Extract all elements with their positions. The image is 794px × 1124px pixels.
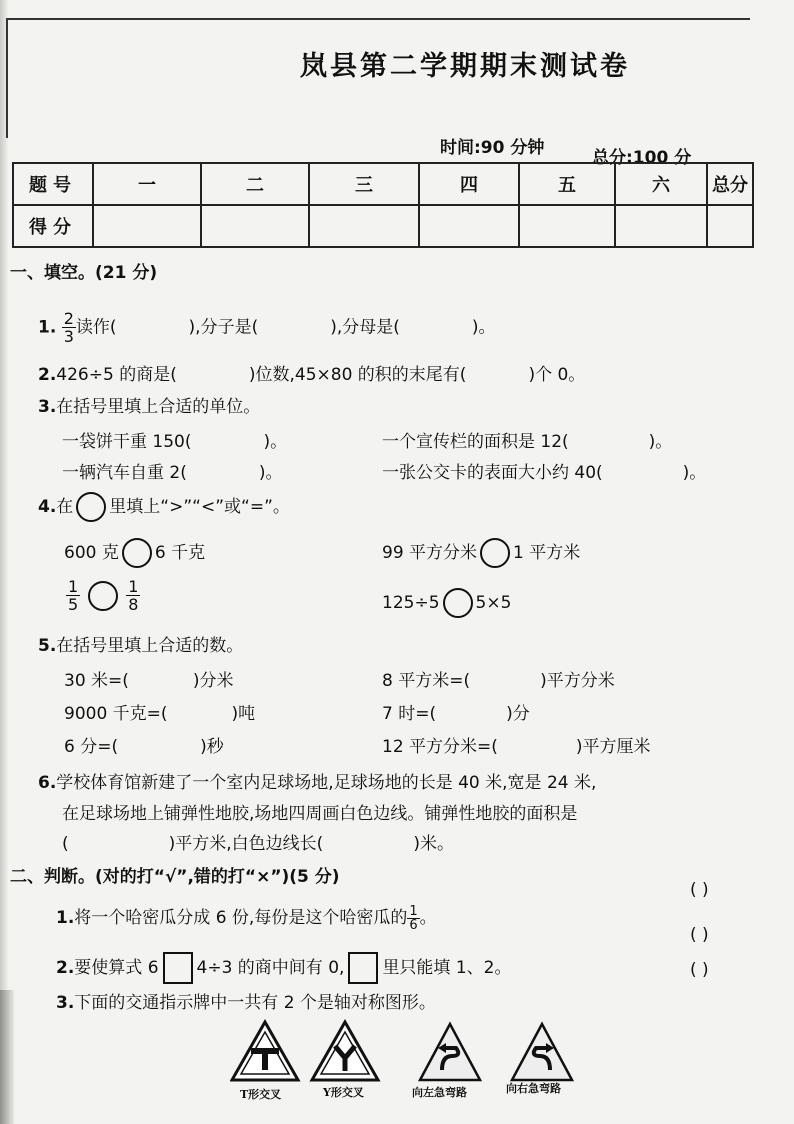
q-text: 在括号里填上合适的单位。 [56,397,261,417]
fraction-denominator: 5 [68,595,79,614]
question-1-1 [38,310,496,345]
question-1-5f [382,732,651,757]
q-text: )平方米,白色边线长( [168,834,324,854]
question-2-1 [56,903,437,932]
section-1-heading: 一、填空。(21 分) [10,263,158,283]
compare-circle-input[interactable] [122,538,152,568]
fraction-one-fifth [66,578,80,613]
column-header-6: 六 [615,163,707,205]
question-1-3c [62,458,283,483]
q-text: )。 [648,432,673,452]
sign-caption-right-curve: 向右急弯路 [506,1082,561,1095]
score-cell-6[interactable] [615,205,707,247]
question-number: 3. [38,397,57,417]
page-title: 岚县第二学期期末测试卷 [300,51,630,82]
q-text: ),分子是( [188,317,259,338]
score-table [12,162,754,248]
q-text: 。 [419,908,437,928]
fraction-one-sixth [407,905,419,932]
q-text: ),分母是( [330,317,400,338]
question-1-6-line3 [62,829,454,854]
q-text: 125÷5 [382,593,440,613]
q-text: 5×5 [475,593,512,613]
score-cell-3[interactable] [309,205,419,247]
q-text: 一个宣传栏的面积是 12( [382,432,569,452]
q-text: )平方分米 [540,671,615,691]
fraction-one-eighth [126,578,140,613]
compare-circle-input[interactable] [88,581,118,611]
q-text: )分米 [192,671,234,691]
question-number: 2. [38,365,57,385]
q-text: 一袋饼干重 150( [62,432,192,452]
fraction-denominator: 3 [63,327,74,346]
score-cell-1[interactable] [93,205,201,247]
column-header-total: 总分 [707,163,753,205]
q-text: 7 时=( [382,704,437,724]
q-text: 426÷5 的商是( [56,365,177,385]
q-text: )。 [263,432,288,452]
judge-answer-3[interactable]: ( ) [690,960,709,980]
question-1-3b [382,427,672,452]
q-text: 将一个哈密瓜分成 6 份,每份是这个哈密瓜的 [74,908,408,928]
question-1-2 [38,360,585,385]
column-header-2: 二 [201,163,309,205]
sharp-left-curve-sign-icon [420,1024,480,1080]
q-text: 里填上“>”“<”或“=”。 [109,497,290,517]
q-text: )秒 [200,737,224,757]
q-text: 9000 千克=( [64,704,168,724]
q-text: )分 [506,704,530,724]
sign-caption-y: Y形交叉 [323,1086,364,1099]
t-junction-sign-icon [232,1022,298,1080]
score-cell-total[interactable] [707,205,753,247]
q-text: 12 平方分米=( [382,737,498,757]
fraction-numerator: 1 [409,903,418,919]
q-text: 读作( [75,317,117,338]
score-cell-5[interactable] [519,205,615,247]
q-text: 600 克 [64,543,119,563]
question-1-5e [64,732,224,757]
fraction-numerator: 1 [68,577,79,596]
fraction-numerator: 1 [128,577,139,596]
question-2-3 [56,988,436,1013]
q-text: 4÷3 的商中间有 0, [196,958,345,978]
fraction-two-thirds [62,310,76,345]
question-1-5c [64,699,255,724]
question-1-6-line1 [38,768,596,793]
question-1-3 [38,392,260,417]
question-1-3d [382,458,706,483]
compare-circle-input[interactable] [480,538,510,568]
q-text: )。 [682,463,707,483]
question-number: 1. [38,317,57,338]
circle-icon [76,492,106,522]
fraction-denominator: 6 [409,917,418,933]
q-text: )位数,45×80 的积的末尾有( [248,365,467,385]
column-header-5: 五 [519,163,615,205]
q-text: )。 [258,463,283,483]
question-number: 6. [38,773,57,793]
question-number: 2. [56,958,75,978]
digit-box-input[interactable] [163,952,193,984]
q-text: )米。 [413,834,454,854]
row-label-score: 得分 [13,205,93,247]
column-header-3: 三 [309,163,419,205]
fraction-numerator: 2 [63,309,74,328]
q-text: 6 千克 [154,543,206,563]
question-number: 4. [38,497,57,517]
column-header-4: 四 [419,163,519,205]
time-label: 时间:90 分钟 [440,138,545,158]
section-2-heading: 二、判断。(对的打“√”,错的打“×”)(5 分) [10,867,340,887]
score-cell-2[interactable] [201,205,309,247]
question-1-4 [38,492,290,522]
q-text: )吨 [231,704,256,724]
judge-answer-1[interactable]: ( ) [690,880,709,900]
q-text: 1 平方米 [513,543,581,563]
sharp-right-curve-sign-icon [512,1024,572,1080]
question-1-5d [382,699,530,724]
q-text: 在括号里填上合适的数。 [56,636,244,656]
page-edge-shadow-bottom [0,990,14,1124]
y-junction-sign-icon [312,1022,378,1080]
score-cell-4[interactable] [419,205,519,247]
compare-d [382,588,511,618]
question-number: 5. [38,636,57,656]
q-text: ( [62,834,69,854]
q-text: 8 平方米=( [382,671,471,691]
question-1-5a [64,666,234,691]
q-text: 6 分=( [64,737,119,757]
fraction-denominator: 8 [128,595,139,614]
sign-caption-t: T形交叉 [240,1088,282,1101]
q-text: 学校体育馆新建了一个室内足球场地,足球场地的长是 40 米,宽是 24 米, [56,773,597,793]
table-row [13,163,753,205]
compare-circle-input[interactable] [443,588,473,618]
q-text: )。 [471,317,496,338]
q-text: 在 [56,497,74,517]
q-text: 99 平方分米 [382,543,478,563]
question-1-5b [382,666,615,691]
table-row [13,205,753,247]
question-2-2 [56,952,511,984]
q-text: 下面的交通指示牌中一共有 2 个是轴对称图形。 [74,993,436,1013]
column-header-1: 一 [93,163,201,205]
compare-a [64,538,205,568]
q-text: 一张公交卡的表面大小约 40( [382,463,603,483]
square-icon [348,952,378,984]
compare-b [382,538,580,568]
total-score-label: 总分:100 分 [592,148,692,168]
q-text: 要使算式 6 [74,958,159,978]
q-text: 一辆汽车自重 2( [62,463,187,483]
q-text: )平方厘米 [575,737,651,757]
compare-c [66,578,140,613]
q-text: 里只能填 1、2。 [382,958,512,978]
question-number: 3. [56,993,75,1013]
page-edge-shadow [0,0,8,1124]
q-text: )个 0。 [528,365,586,385]
question-1-3a [62,427,287,452]
question-1-5 [38,631,243,656]
sign-caption-left-curve: 向左急弯路 [412,1086,467,1099]
question-number: 1. [56,908,75,928]
question-1-6-line2: 在足球场地上铺弹性地胶,场地四周画白色边线。铺弹性地胶的面积是 [62,804,578,824]
judge-answer-2[interactable]: ( ) [690,925,709,945]
row-label-question-number: 题号 [13,163,93,205]
q-text: 30 米=( [64,671,129,691]
